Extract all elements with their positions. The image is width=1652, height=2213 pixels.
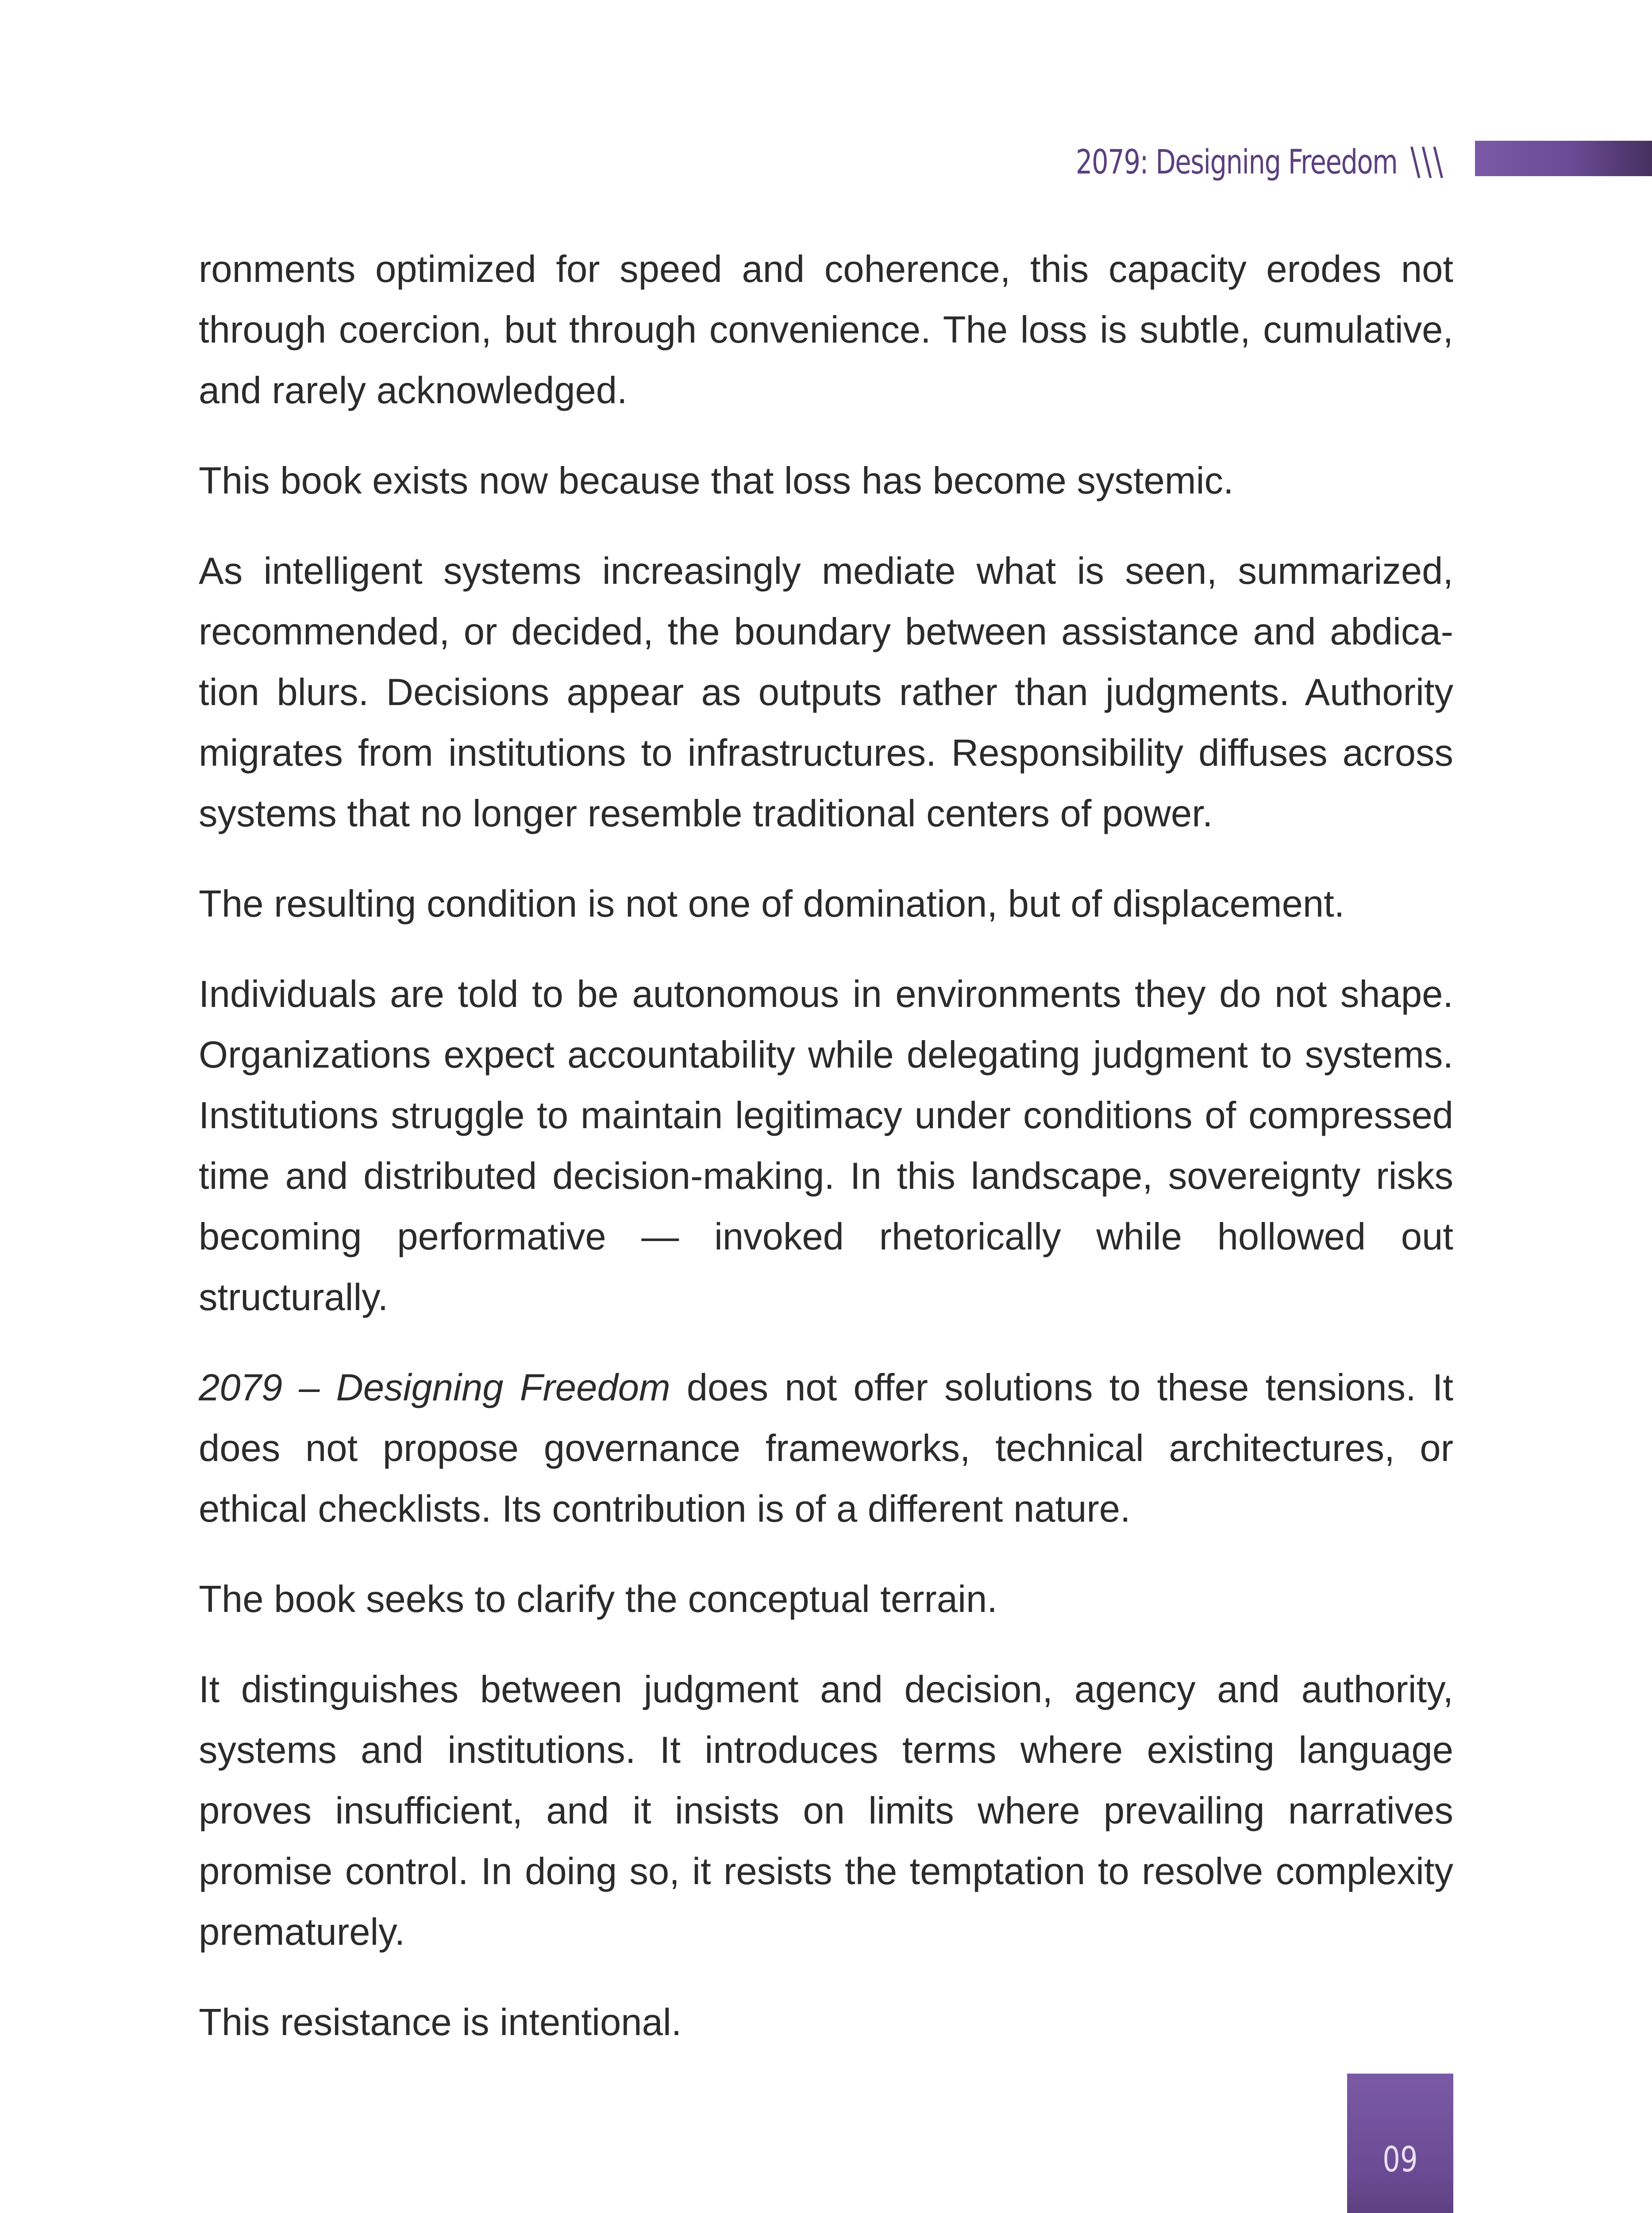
header-ornament: \\\ [1410, 139, 1445, 184]
running-header [985, 133, 1454, 190]
paragraph-book-title [199, 1357, 1453, 1539]
header-accent-bar [1475, 141, 1652, 176]
paragraph: The book seeks to clarify the conceptual terrain. [199, 1578, 997, 1620]
paragraph: As intelligent systems increasingly mediate what is seen, summarized, recommended, or decided, the boundary between assistance and abdication blurs. Decisions appear as outputs rather than judgments. Authority migrates from institutions to infrastructures. Responsibility diffuses across systems that no longer resemble traditional centers of power. [199, 550, 1453, 835]
paragraph: The resulting condition is not one of domination, but of displacement. [199, 883, 1345, 925]
book-title-italic: 2079 – Designing Freedom [199, 1367, 670, 1409]
running-title: 2079: Designing Freedom [1075, 142, 1398, 181]
paragraph: It distinguishes between judgment and decision, agency and authority, systems and institutions. It introduces terms where existing language proves insufficient, and it insists on limits where prevailing narratives promise control. In doing so, it resists the temptation to resolve complexity prematurely. [199, 1669, 1453, 1953]
paragraph-text: does not offer solutions to these tensions. It does not propose governance frameworks, technical architectures, or ethical checklists. Its contribution is of a different nature. [199, 1367, 1453, 1530]
page-number-tab [1347, 2074, 1453, 2213]
paragraph: ronments optimized for speed and coherence, this capacity erodes not through coercion, but through convenience. The loss is subtle, cumulative, and rarely acknowledged. [199, 248, 1453, 412]
page-number: 09 [1382, 2140, 1418, 2180]
paragraph: This resistance is intentional. [199, 2001, 682, 2043]
paragraph: Individuals are told to be autonomous in environments they do not shape. Organizations expect accountability while delegating judgment to systems. Institutions struggle to maintain legitimacy under conditions of compressed time and distributed decision-making. In this landscape, sovereignty risks becoming performative — invoked rhetorically while hollowed out structurally. [199, 973, 1453, 1319]
paragraph: This book exists now because that loss has become systemic. [199, 460, 1234, 502]
body-text [199, 239, 1453, 2082]
